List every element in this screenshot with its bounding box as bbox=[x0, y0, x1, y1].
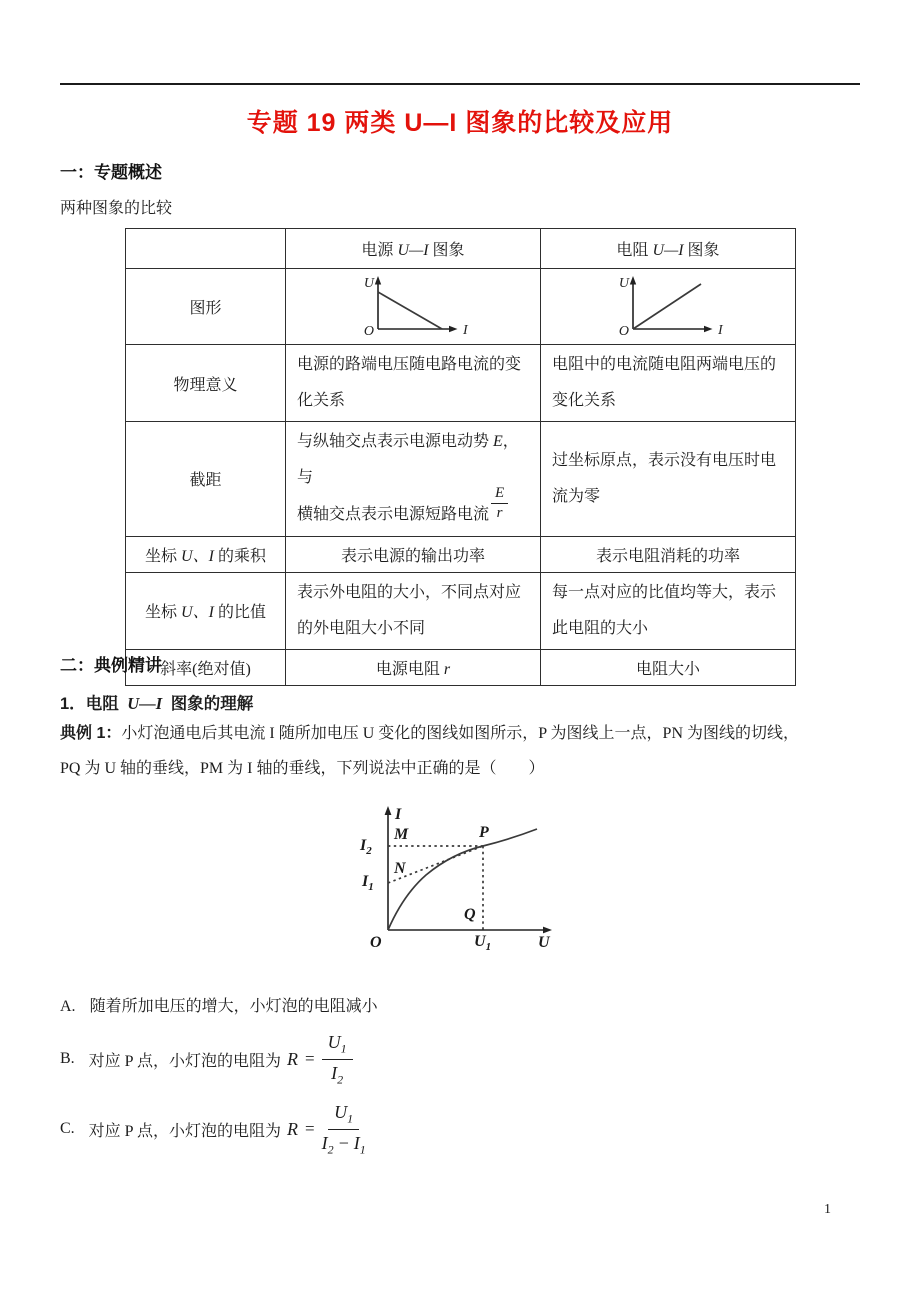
subsection-1-heading bbox=[60, 690, 253, 714]
b-den-base: I bbox=[331, 1062, 338, 1083]
u1-tick-label bbox=[474, 934, 491, 953]
intercept-line1-post: ，与 bbox=[297, 433, 519, 486]
emf-symbol: E bbox=[493, 433, 503, 450]
option-a-text: 随着所加电压的增大，小灯泡的电阻减小 bbox=[89, 998, 378, 1015]
header-resistor-cell bbox=[541, 229, 796, 269]
ratio-label-math: U、I bbox=[181, 604, 214, 621]
mini-i-label: I bbox=[718, 323, 723, 337]
mini-i-label: I bbox=[463, 323, 468, 337]
option-c-text: 对应 P 点，小灯泡的电阻为 bbox=[88, 1122, 281, 1140]
u-axis-arrow bbox=[543, 927, 552, 934]
row-shape-label: 图形 bbox=[126, 269, 286, 345]
option-b-denominator bbox=[331, 1060, 343, 1088]
b-num-sub: 1 bbox=[340, 1041, 347, 1056]
header-source-math: U—I bbox=[397, 242, 429, 259]
doc-title: 专题 19 两类 U—I 图象的比较及应用 bbox=[246, 109, 674, 137]
i-axis-arrow bbox=[385, 806, 392, 815]
c-den2-base: I bbox=[353, 1132, 360, 1153]
option-b-text: 对应 P 点，小灯泡的电阻为 bbox=[88, 1052, 281, 1070]
meaning-source-cell: 电源的路端电压随电路电流的变化关系 bbox=[286, 345, 541, 422]
mini-o-label: O bbox=[363, 324, 374, 337]
subsection-number: 1． bbox=[60, 695, 86, 713]
i2-sub: 2 bbox=[366, 845, 372, 858]
intercept-source-cell bbox=[286, 422, 541, 537]
header-source-pre: 电源 bbox=[361, 242, 394, 259]
ratio-label-pre: 坐标 bbox=[145, 604, 182, 621]
mini-x-arrow bbox=[449, 326, 458, 332]
internal-resistance-symbol: r bbox=[443, 660, 451, 678]
example-1-line1: 小灯泡通电后其电流 I 随所加电压 U 变化的图线如图所示，P 为图线上一点，PN 为图线的切线， bbox=[121, 725, 800, 742]
example-1-line2: PQ 为 U 轴的垂线，PM 为 I 轴的垂线，下列说法中正确的是（ ） bbox=[60, 760, 545, 777]
origin-label: O bbox=[370, 934, 382, 951]
mini-u-label: U bbox=[363, 276, 374, 291]
table-intro: 两种图象的比较 bbox=[60, 200, 173, 217]
b-den-sub: 2 bbox=[337, 1072, 344, 1087]
row-slope-label: 斜率(绝对值) bbox=[126, 649, 286, 685]
row-shape bbox=[126, 269, 796, 345]
row-intercept-label: 截距 bbox=[126, 422, 286, 537]
option-c-numerator bbox=[328, 1101, 359, 1130]
header-source-post: 图象 bbox=[432, 242, 465, 259]
row-meaning bbox=[126, 345, 796, 422]
header-blank-cell bbox=[126, 229, 286, 269]
option-b-numerator bbox=[322, 1031, 353, 1060]
resistor-graph-cell bbox=[541, 269, 796, 345]
mini-y-arrow bbox=[375, 276, 381, 285]
product-source-cell: 表示电源的输出功率 bbox=[286, 536, 541, 572]
page-number: 1 bbox=[824, 1202, 831, 1217]
intercept-line1-pre: 与纵轴交点表示电源电动势 bbox=[297, 433, 494, 450]
ratio-label-post: 的比值 bbox=[213, 604, 266, 621]
product-resistor-cell: 表示电阻消耗的功率 bbox=[541, 536, 796, 572]
ui-curve-figure bbox=[332, 799, 604, 971]
subsection-pre: 电阻 bbox=[85, 695, 124, 713]
comparison-table bbox=[125, 228, 796, 686]
row-ratio-label bbox=[126, 572, 286, 649]
option-a-label: A. bbox=[60, 998, 76, 1015]
source-ui-mini-graph bbox=[338, 271, 488, 337]
row-meaning-label: 物理意义 bbox=[126, 345, 286, 422]
slope-source-text: 电源电阻 bbox=[375, 660, 444, 678]
mini-x-arrow bbox=[704, 326, 713, 332]
table-header-row bbox=[126, 229, 796, 269]
i2-tick-label bbox=[360, 838, 372, 857]
subsection-post: 图象的理解 bbox=[166, 695, 254, 713]
i-axis-label: I bbox=[395, 806, 402, 823]
point-m-label: M bbox=[394, 826, 409, 843]
product-label-post: 的乘积 bbox=[213, 547, 266, 565]
option-a bbox=[60, 993, 378, 1016]
source-graph-cell bbox=[286, 269, 541, 345]
i1-tick-label bbox=[362, 874, 374, 893]
meaning-resistor-cell: 电阻中的电流随电阻两端电压的变化关系 bbox=[541, 345, 796, 422]
option-c-lhs: R bbox=[286, 1118, 298, 1139]
product-label-math: U、I bbox=[181, 547, 214, 565]
c-den-minus: − bbox=[337, 1132, 350, 1153]
examples-heading: 二：典例精讲 bbox=[60, 656, 162, 675]
c-den2-sub: 1 bbox=[359, 1142, 366, 1157]
point-n-label: N bbox=[394, 860, 406, 877]
fraction-numerator: E bbox=[491, 485, 508, 504]
subsection-math: U—I bbox=[127, 694, 163, 713]
resistor-line bbox=[633, 284, 701, 329]
i2-base: I bbox=[360, 837, 367, 854]
row-product-label bbox=[126, 536, 286, 572]
option-c bbox=[60, 1101, 366, 1157]
header-rule bbox=[60, 83, 860, 85]
u1-base: U bbox=[474, 933, 486, 950]
ratio-source-cell: 表示外电阻的大小，不同点对应的外电阻大小不同 bbox=[286, 572, 541, 649]
c-num-base: U bbox=[334, 1102, 348, 1122]
row-slope bbox=[126, 649, 796, 685]
i1-sub: 1 bbox=[368, 881, 374, 894]
c-den1-sub: 2 bbox=[327, 1142, 334, 1157]
i1-base: I bbox=[362, 873, 369, 890]
option-c-denominator bbox=[322, 1130, 366, 1158]
fraction-denominator: r bbox=[496, 505, 503, 522]
source-line bbox=[378, 292, 442, 329]
intercept-resistor-cell: 过坐标原点，表示没有电压时电流为零 bbox=[541, 422, 796, 537]
product-label-pre: 坐标 bbox=[145, 547, 182, 565]
row-ratio bbox=[126, 572, 796, 649]
mini-o-label: O bbox=[618, 324, 629, 337]
b-num-base: U bbox=[327, 1032, 341, 1052]
header-source-cell bbox=[286, 229, 541, 269]
ratio-resistor-cell: 每一点对应的比值均等大，表示此电阻的大小 bbox=[541, 572, 796, 649]
e-over-r-fraction bbox=[491, 485, 508, 523]
option-c-equals: = bbox=[304, 1119, 315, 1139]
header-resistor-post: 图象 bbox=[687, 242, 720, 259]
option-b-lhs: R bbox=[286, 1048, 298, 1069]
example-1-statement bbox=[60, 716, 862, 786]
point-p-label: P bbox=[479, 824, 489, 841]
header-resistor-pre: 电阻 bbox=[616, 242, 649, 259]
row-intercept bbox=[126, 422, 796, 537]
intercept-line2-text: 横轴交点表示电源短路电流 bbox=[297, 505, 490, 523]
c-num-sub: 1 bbox=[347, 1111, 354, 1126]
resistor-ui-mini-graph bbox=[593, 271, 743, 337]
option-b bbox=[60, 1031, 353, 1087]
option-c-label: C. bbox=[60, 1120, 75, 1138]
overview-heading: 一：专题概述 bbox=[60, 163, 162, 182]
slope-source-cell bbox=[286, 649, 541, 685]
option-c-fraction bbox=[322, 1101, 366, 1157]
c-den1-base: I bbox=[321, 1132, 328, 1153]
intercept-line2 bbox=[297, 485, 529, 534]
u1-sub: 1 bbox=[485, 941, 492, 954]
option-b-equals: = bbox=[304, 1049, 315, 1069]
u-axis-label: U bbox=[538, 934, 550, 951]
header-resistor-math: U—I bbox=[652, 242, 684, 259]
mini-u-label: U bbox=[618, 276, 629, 291]
row-product bbox=[126, 536, 796, 572]
mini-y-arrow bbox=[630, 276, 636, 285]
bulb-iv-curve bbox=[388, 826, 537, 930]
option-b-label: B. bbox=[60, 1050, 75, 1068]
slope-resistor-cell: 电阻大小 bbox=[541, 649, 796, 685]
example-1-tag: 典例 1： bbox=[60, 725, 122, 742]
option-b-fraction bbox=[322, 1031, 353, 1087]
point-q-label: Q bbox=[464, 906, 476, 923]
